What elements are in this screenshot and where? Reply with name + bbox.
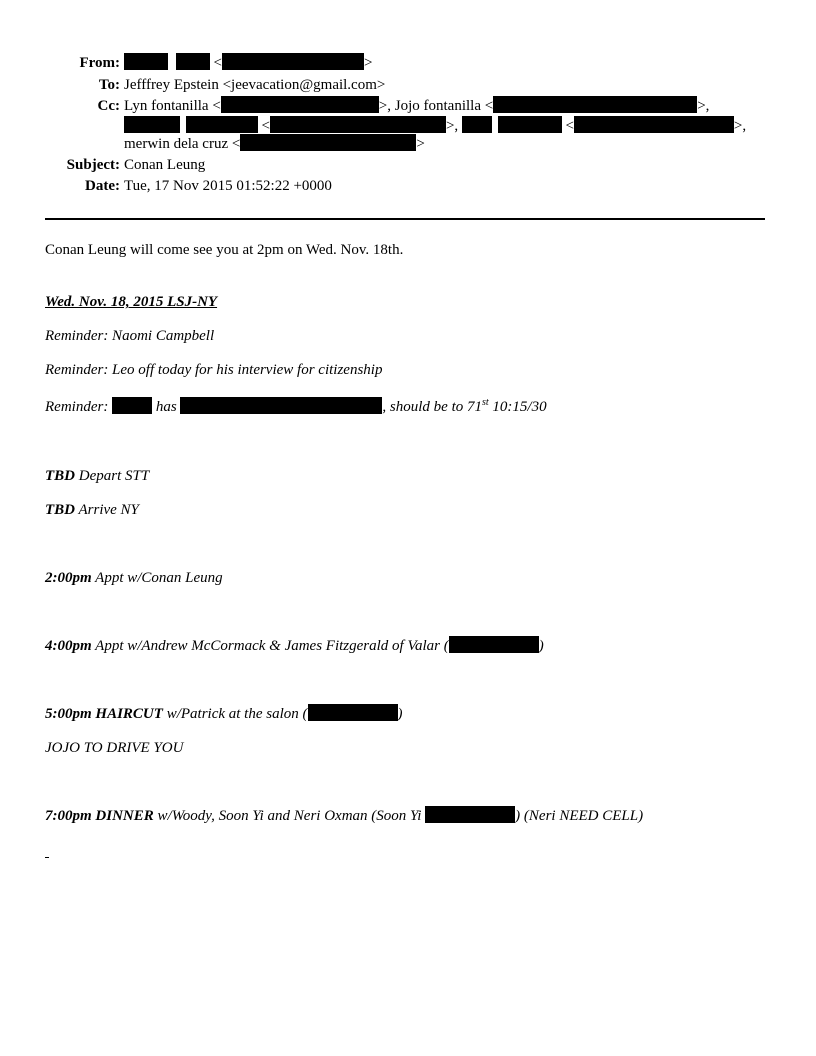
redaction-block [124, 116, 180, 133]
cc-line-2 [124, 116, 746, 136]
cc-text: < [261, 118, 270, 134]
event-time: 4:00pm [45, 638, 92, 654]
to-row [0, 75, 816, 95]
redaction-block [176, 53, 210, 70]
redaction-block [308, 704, 398, 721]
reminder-1: Reminder: Naomi Campbell [45, 328, 215, 344]
reminder-3-text: Reminder: [45, 399, 113, 415]
cc-row-2 [0, 116, 816, 136]
cc-row-3 [0, 134, 816, 154]
redaction-block [124, 53, 168, 70]
redaction-block [462, 116, 492, 133]
redaction-block [449, 636, 539, 653]
cc-row [0, 96, 816, 116]
reminder-3-text: 10:15/30 [488, 399, 547, 415]
from-angle-close: > [363, 55, 373, 71]
subject-value: Conan Leung [124, 157, 206, 173]
from-angle-open: < [213, 55, 222, 71]
event-text: Depart STT [75, 468, 150, 484]
event-time: TBD [45, 468, 75, 484]
cc-text: >, [445, 118, 459, 134]
cc-text: > [416, 136, 425, 152]
trailing-mark [45, 857, 49, 858]
from-value [124, 53, 372, 73]
event-text: ) (Neri NEED CELL) [515, 808, 644, 824]
event-text: ) [397, 706, 403, 722]
date-value: Tue, 17 Nov 2015 01:52:22 +0000 [124, 178, 332, 194]
from-row [0, 53, 816, 73]
tbd-depart [45, 466, 149, 486]
event-time: 7:00pm DINNER [45, 808, 154, 824]
reminder-3-text: has [152, 399, 181, 415]
from-label: From: [79, 55, 120, 71]
cc-line-3 [124, 134, 425, 154]
redaction-block [240, 134, 416, 151]
tbd-arrive [45, 500, 139, 520]
cc-text: >, [697, 98, 710, 114]
event-time: 2:00pm [45, 570, 92, 586]
event-text: Appt w/Conan Leung [91, 570, 223, 586]
redaction-block [493, 96, 697, 113]
intro-text: Conan Leung will come see you at 2pm on Wed. Nov. 18th. [45, 242, 404, 258]
reminder-3-text: , should be to 71 [382, 399, 482, 415]
redaction-block [425, 806, 515, 823]
redaction-block [222, 53, 364, 70]
event-conan [45, 568, 223, 588]
reminder-2: Reminder: Leo off today for his interview for citizenship [45, 362, 383, 378]
event-dinner [45, 806, 643, 826]
event-haircut [45, 704, 403, 724]
cc-line-1 [124, 96, 709, 116]
reminder-3-superscript: st [482, 397, 489, 408]
date-label: Date: [85, 178, 120, 194]
redaction-block [186, 116, 258, 133]
reminder-3 [45, 397, 547, 417]
event-text: Appt w/Andrew McCormack & James Fitzgerald of Valar ( [91, 638, 449, 654]
subject-label: Subject: [66, 157, 120, 173]
day-heading: Wed. Nov. 18, 2015 LSJ-NY [45, 294, 218, 310]
redaction-block [112, 397, 152, 414]
to-label: To: [98, 77, 120, 93]
cc-text: < [565, 118, 574, 134]
haircut-note: JOJO TO DRIVE YOU [45, 740, 184, 756]
cc-text: >, [733, 118, 747, 134]
redaction-block [270, 116, 446, 133]
event-text: w/Woody, Soon Yi and Neri Oxman (Soon Yi [153, 808, 426, 824]
cc-text: merwin dela cruz < [124, 136, 241, 152]
subject-row [0, 155, 816, 175]
event-text: w/Patrick at the salon ( [162, 706, 308, 722]
cc-text: Lyn fontanilla < [124, 98, 221, 114]
redaction-block [221, 96, 379, 113]
to-value: Jefffrey Epstein <jeevacation@gmail.com> [124, 77, 386, 93]
redaction-block [574, 116, 734, 133]
event-text: Arrive NY [75, 502, 139, 518]
redaction-block [180, 397, 382, 414]
date-row [0, 176, 816, 196]
header-divider [45, 218, 765, 220]
event-time: TBD [45, 502, 75, 518]
event-valar [45, 636, 544, 656]
redaction-block [498, 116, 562, 133]
event-time: 5:00pm HAIRCUT [45, 706, 163, 722]
cc-label: Cc: [97, 98, 120, 114]
event-text: ) [538, 638, 544, 654]
cc-text: >, Jojo fontanilla < [378, 98, 494, 114]
